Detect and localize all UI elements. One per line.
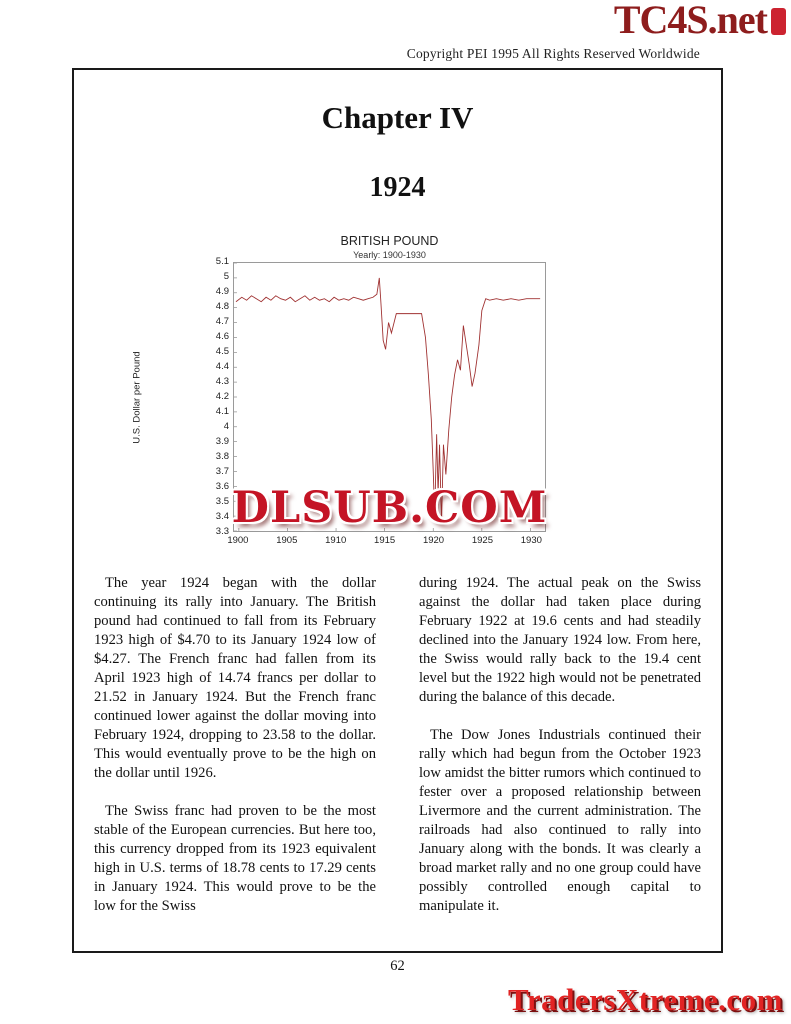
- y-tick-label: 3.6: [215, 481, 229, 492]
- british-pound-chart: [74, 234, 721, 548]
- y-tick-label: 4.2: [215, 391, 229, 402]
- y-tick-label: 4.1: [215, 406, 229, 417]
- x-tick-label: 1910: [325, 535, 347, 546]
- y-tick-label: 3.5: [215, 496, 229, 507]
- tc4s-logo: [614, 0, 786, 43]
- y-tick-label: 5.1: [215, 256, 229, 267]
- x-tick-label: 1915: [374, 535, 396, 546]
- y-axis-ticks: [203, 256, 233, 537]
- x-tick-label: 1920: [422, 535, 445, 546]
- y-tick-label: 4.4: [215, 361, 229, 372]
- page-number: 62: [390, 958, 405, 974]
- body-text-columns: [74, 548, 721, 935]
- axis-spacer: [147, 262, 203, 532]
- y-tick-label: 3.3: [215, 526, 229, 537]
- chapter-title: Chapter IV: [321, 100, 474, 135]
- plot-area: [233, 262, 546, 532]
- y-tick-label: 4.8: [215, 301, 229, 312]
- y-tick-label: 3.8: [215, 451, 229, 462]
- x-tick-label: 1905: [276, 535, 298, 546]
- y-tick-label: 4.6: [215, 331, 229, 342]
- y-tick-label: 4: [223, 421, 229, 432]
- copyright-line: Copyright PEI 1995 All Rights Reserved Worldwide: [406, 46, 700, 61]
- tradersxtreme-logo: TradersXtreme.com: [507, 982, 783, 1017]
- body-paragraph: The Swiss franc had proven to be the most stable of the European currencies. But here too, this currency dropped from its 1923 equivalent high in U.S. terms of 18.78 cents to 17.29 cents in January 1924. This would prove to be the low for the Swiss: [94, 803, 376, 914]
- y-tick-label: 3.9: [215, 436, 229, 447]
- chart-subtitle: Yearly: 1900-1930: [353, 250, 426, 260]
- y-axis-label: U.S. Dollar per Pound: [131, 350, 143, 444]
- tc4s-logo-block-icon: [771, 8, 786, 35]
- text-column-left: [94, 574, 376, 935]
- tc4s-logo-text: TC4S.net: [613, 0, 767, 42]
- y-tick-label: 4.7: [215, 316, 229, 327]
- body-paragraph: The Dow Jones Industrials continued their rally which had begun from the October 1923 low amidst the bitter rumors which continued to fester over a proposed relationship between Livermore and the current administration. The railroads had also continued to rally into January along with the bonds. It was clearly a broad market rally and no one group could have possibly controlled enough capital to manipulate it.: [419, 727, 701, 914]
- y-tick-label: 4.5: [215, 346, 229, 357]
- y-tick-label: 4.9: [215, 286, 229, 297]
- x-axis-ticks: [227, 532, 546, 548]
- chart-title: BRITISH POUND: [340, 234, 439, 248]
- watermark: DLSUB.COM: [231, 483, 548, 533]
- y-tick-label: 3.4: [215, 511, 229, 522]
- body-paragraph: during 1924. The actual peak on the Swiss against the dollar had taken place during February 1922 at 19.6 cents and had steadily declined into the January 1924 low. From here, the Swiss would rally back to the 19.4 cent level but the 1922 high would not be penetrated during the balance of this decade.: [419, 575, 701, 705]
- page-frame: [72, 68, 723, 953]
- y-tick-label: 5: [223, 271, 229, 282]
- x-tick-label: 1930: [520, 535, 542, 546]
- year-title: 1924: [369, 172, 426, 203]
- x-tick-label: 1900: [227, 535, 249, 546]
- y-tick-label: 3.7: [215, 466, 229, 477]
- body-paragraph: The year 1924 began with the dollar continuing its rally into January. The British pound had continued to fall from its February 1923 high of $4.70 to its January 1924 low of $4.27. The French franc had fallen from its April 1923 high of 14.74 francs per dollar to 21.52 in January 1924. But the French franc continued lower against the dollar moving into February 1924, dropping to 23.58 to the dollar. This would eventually prove to be the high on the dollar until 1926.: [94, 575, 376, 781]
- y-tick-label: 4.3: [215, 376, 229, 387]
- x-tick-label: 1925: [471, 535, 493, 546]
- text-column-right: [419, 574, 701, 935]
